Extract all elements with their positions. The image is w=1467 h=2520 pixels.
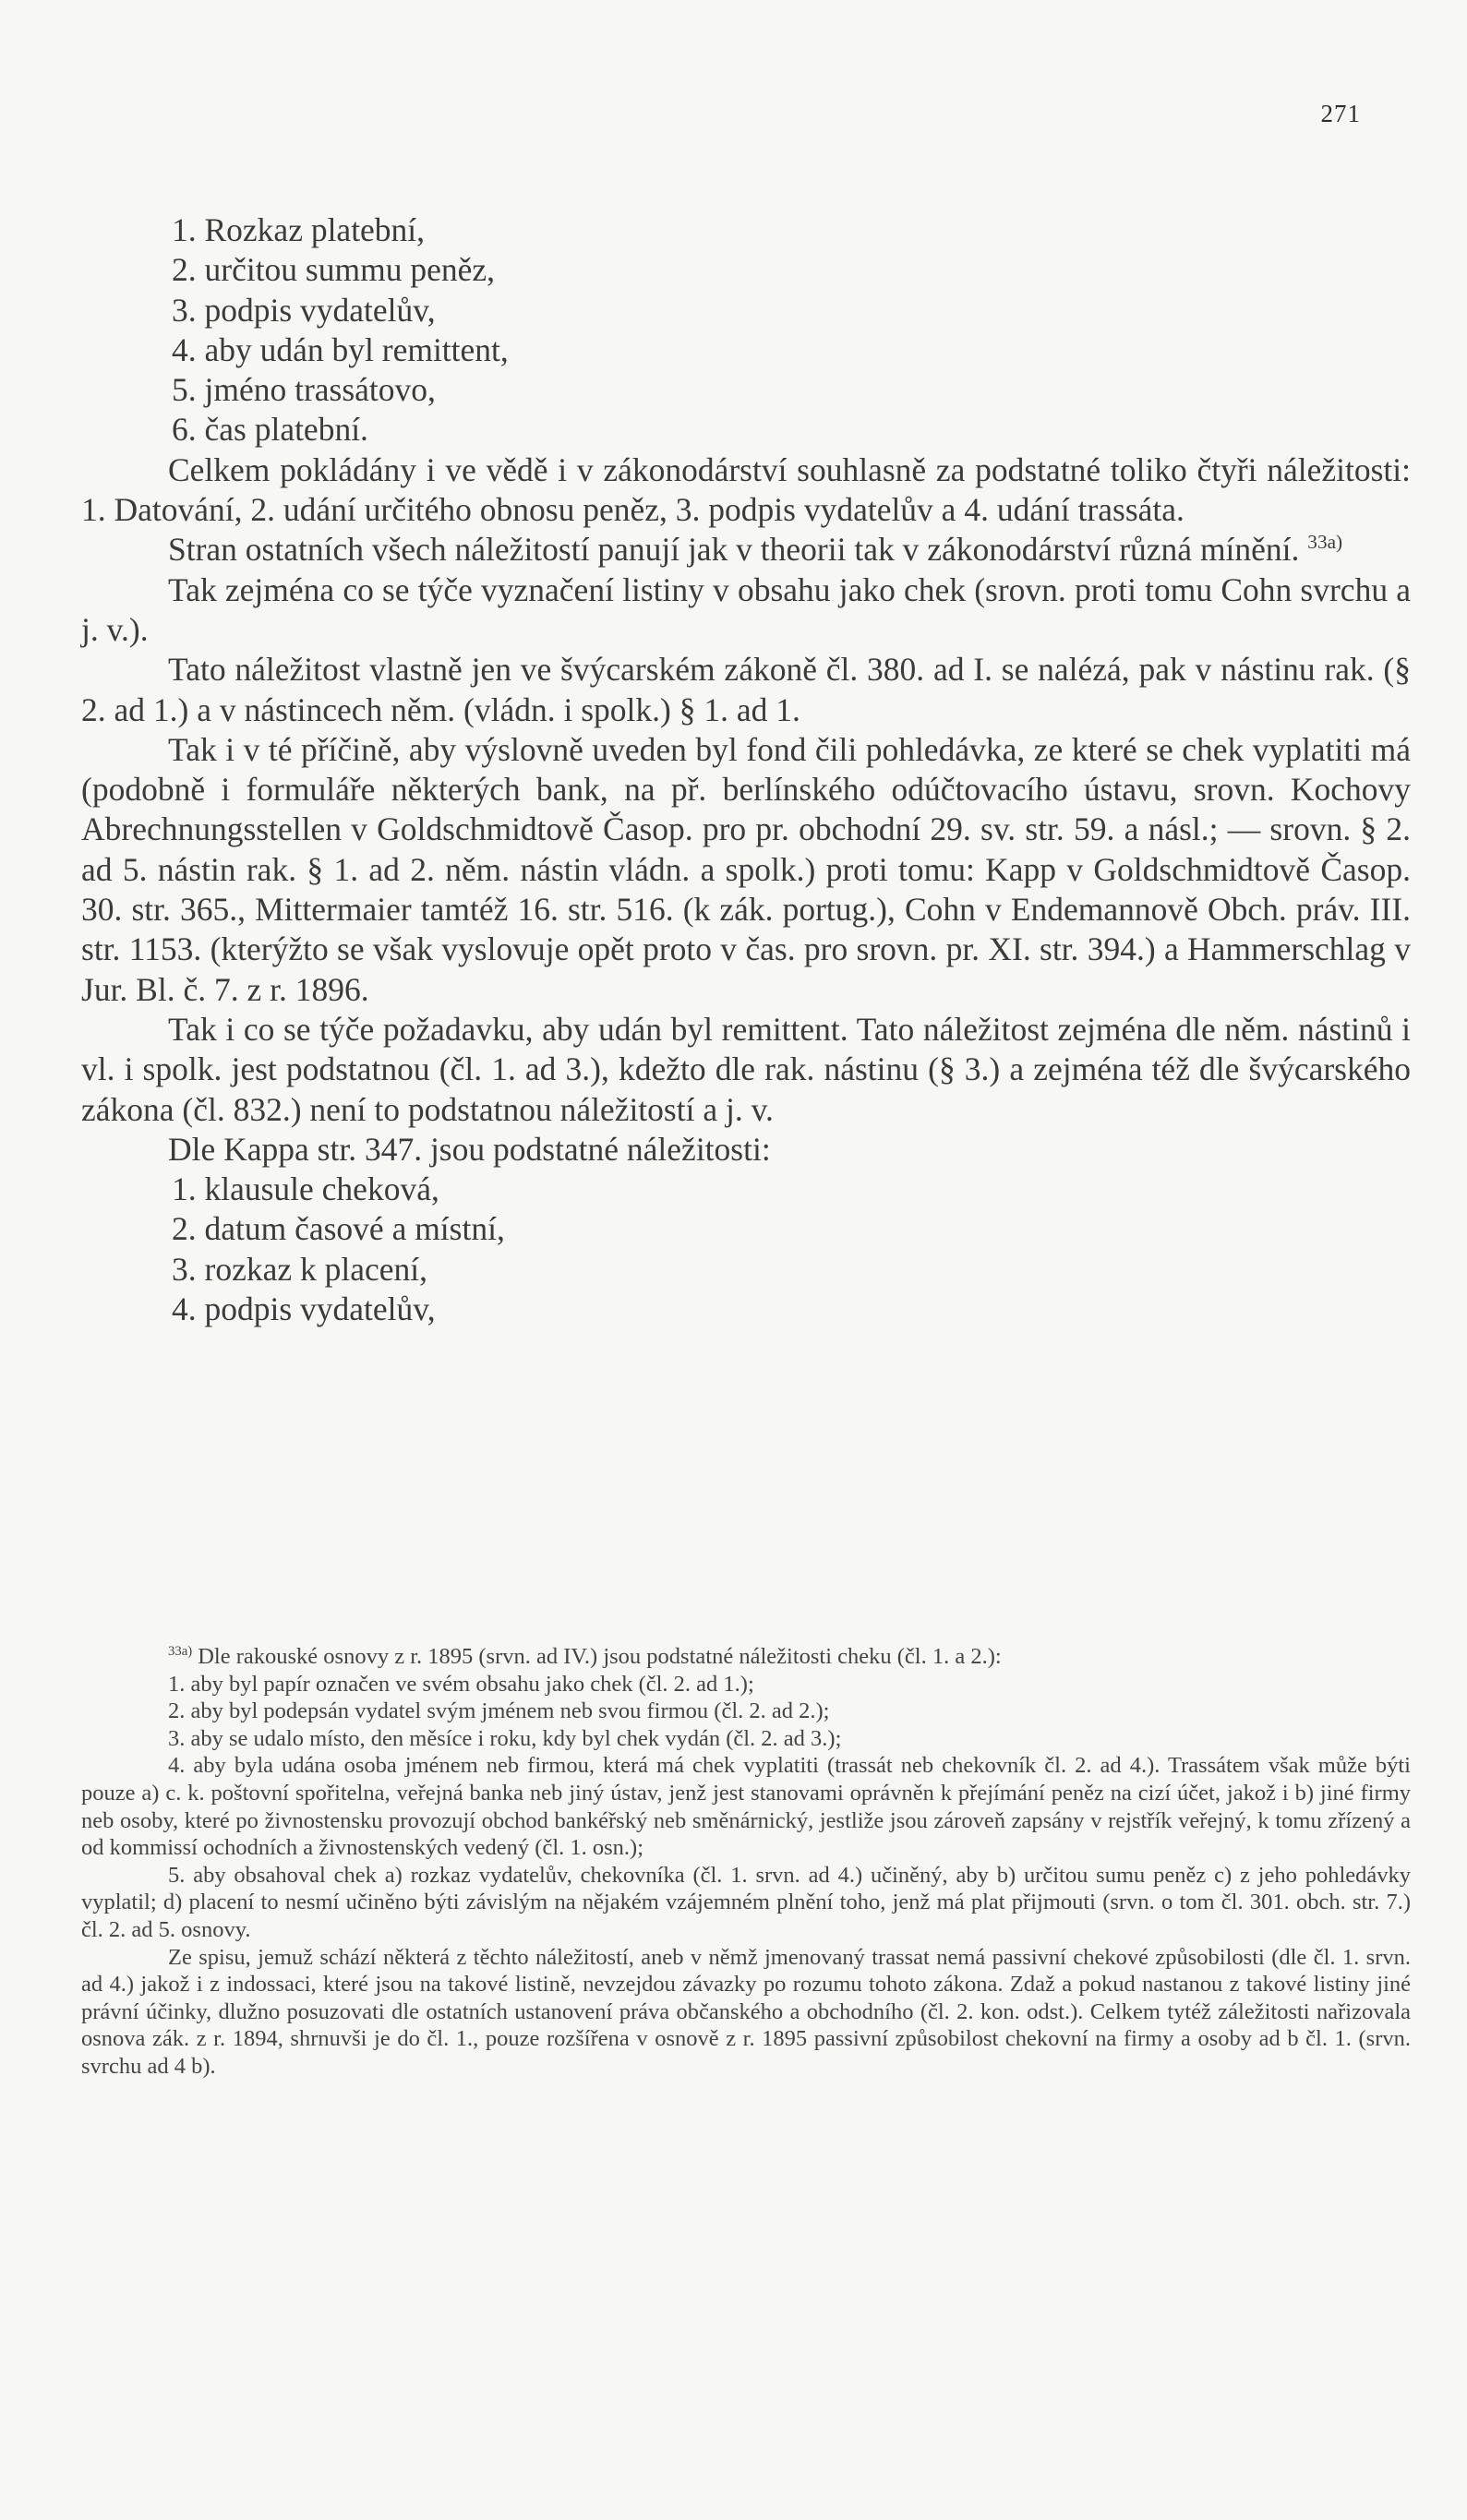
paragraph: Dle Kappa str. 347. jsou podstatné náležitosti: [168, 1130, 771, 1168]
paragraph: Tak i co se týče požadavku, aby udán byl remittent. Tato náležitost zejména dle něm. nástinů i vl. i spolk. jest podstatnou (čl. 1. ad 3.), kdežto dle rak. nástinu (§ 3.) a zejména též dle švýcarského zákona (čl. 832.) není to podstatnou náležitostí a j. v. [81, 1010, 1411, 1128]
list-item: 6. čas platební. [172, 411, 368, 449]
list-item: 4. podpis vydatelův, [172, 1290, 436, 1328]
list-item: 1. klausule cheková, [172, 1170, 439, 1208]
list-item: 5. jméno trassátovo, [172, 371, 436, 409]
paragraph: Tato náležitost vlastně jen ve švýcarském zákoně čl. 380. ad I. se nalézá, pak v nástinu rak. (§ 2. ad 1.) a v nástincech něm. (vládn. i spolk.) § 1. ad 1. [81, 651, 1411, 728]
paragraph-text: Stran ostatních všech náležitostí panují jak v theorii tak v zákonodárství různá mínění. [168, 531, 1300, 569]
footnote-marker: 33a) [168, 1643, 193, 1659]
list-item: 3. rozkaz k placení, [172, 1250, 427, 1288]
paragraph: Tak zejména co se týče vyznačení listiny v obsahu jako chek (srovn. proti tomu Cohn svrchu a j. v.). [81, 570, 1411, 648]
main-text [81, 210, 1411, 1329]
footnote-paragraph: Ze spisu, jemuž schází některá z těchto náležitostí, aneb v němž jmenovaný trassat nemá passivní chekové způsobilosti (dle čl. 1. srvn. ad 4.) jakož i z indossaci, které jsou na takové listině, nevzejdou závazky po rozumu tohoto zákona. Zdaž a pokud nastanou z takové listiny jiné právní účinky, dlužno posuzovati dle ostatních ustanovení práva občanského a obchodního (čl. 2. kon. odst.). Celkem tytéž záležitosti nařizovala osnova zák. z r. 1894, shrnuvši je do čl. 1., pouze rozšířena v osnově z r. 1895 passivní způsobilost chekovní na firmy a osoby ad b čl. 1. (srvn. svrchu ad 4 b). [81, 1944, 1411, 2079]
paragraph: Celkem pokládány i ve vědě i v zákonodárství souhlasně za podstatné toliko čtyři náležitosti: 1. Datování, 2. udání určitého obnosu peněz, 3. podpis vydatelův a 4. udání trassáta. [81, 450, 1411, 529]
list-item: 3. podpis vydatelův, [172, 291, 436, 329]
list-item: 2. datum časové a místní, [172, 1210, 505, 1248]
footnote-intro [81, 1643, 1411, 1671]
list-item: 2. určitou summu peněz, [172, 251, 495, 289]
footnote-reference: 33a) [1307, 531, 1343, 554]
list-item: 4. aby udán byl remittent, [172, 330, 509, 368]
footnote-item: 5. aby obsahoval chek a) rozkaz vydatelův, chekovníka (čl. 1. srvn. ad 4.) učiněný, aby b) určitou sumu peněz c) z jeho pohledávky vyplatil; d) placení to nesmí učiněno býti závislým na nějakém vzájemném plnění toho, jenž má plat přijmouti (srvn. o tom čl. 301. obch. str. 7.) čl. 2. ad 5. osnovy. [81, 1862, 1411, 1942]
footnote-item: 4. aby byla udána osoba jménem neb firmou, která má chek vyplatiti (trassát neb chekovník čl. 2. ad 4.). Trassátem však může býti pouze a) c. k. poštovní spořitelna, veřejná banka neb jiný ústav, jenž jest stanovami oprávněn k přejímání peněz na cizí účet, jakož i b) jiné firmy neb osoby, které po živnostensku provozují obchod bankéřský neb směnárnický, jestliže jsou zároveň zapsány v rejstřík veřejný, k tomu zřízený a od kommissí ochodních a živnostenských vedený (čl. 1. osn.); [81, 1753, 1411, 1861]
paragraph [81, 530, 1411, 570]
footnote-item: 2. aby byl podepsán vydatel svým jménem neb svou firmou (čl. 2. ad 2.); [168, 1698, 830, 1724]
footnote [81, 1643, 1411, 2081]
footnote-item: 3. aby se udalo místo, den měsíce i roku, kdy byl chek vydán (čl. 2. ad 3.); [168, 1725, 842, 1751]
list-item: 1. Rozkaz platební, [172, 211, 426, 248]
footnote-intro-text: Dle rakouské osnovy z r. 1895 (srvn. ad IV.) jsou podstatné náležitosti cheku (čl. 1. a 2.): [198, 1644, 1002, 1669]
paragraph: Tak i v té příčině, aby výslovně uveden byl fond čili pohledávka, ze které se chek vyplatiti má (podobně i formuláře některých bank, na př. berlínského odúčtovacího ústavu, srovn. Kochovy Abrechnungsstellen v Goldschmidtově Časop. pro pr. obchodní 29. sv. str. 59. a násl.; — srovn. § 2. ad 5. nástin rak. § 1. ad 2. něm. nástin vládn. a spolk.) proti tomu: Kapp v Goldschmidtově Časop. 30. str. 365., Mittermaier tamtéž 16. str. 516. (k zák. portug.), Cohn v Endemannově Obch. práv. III. str. 1153. (kterýžto se však vyslovuje opět proto v čas. pro srovn. pr. XI. str. 394.) a Hammerschlag v Jur. Bl. č. 7. z r. 1896. [81, 730, 1411, 1008]
footnote-item: 1. aby byl papír označen ve svém obsahu jako chek (čl. 2. ad 1.); [168, 1671, 754, 1697]
page-number: 271 [1320, 100, 1361, 127]
